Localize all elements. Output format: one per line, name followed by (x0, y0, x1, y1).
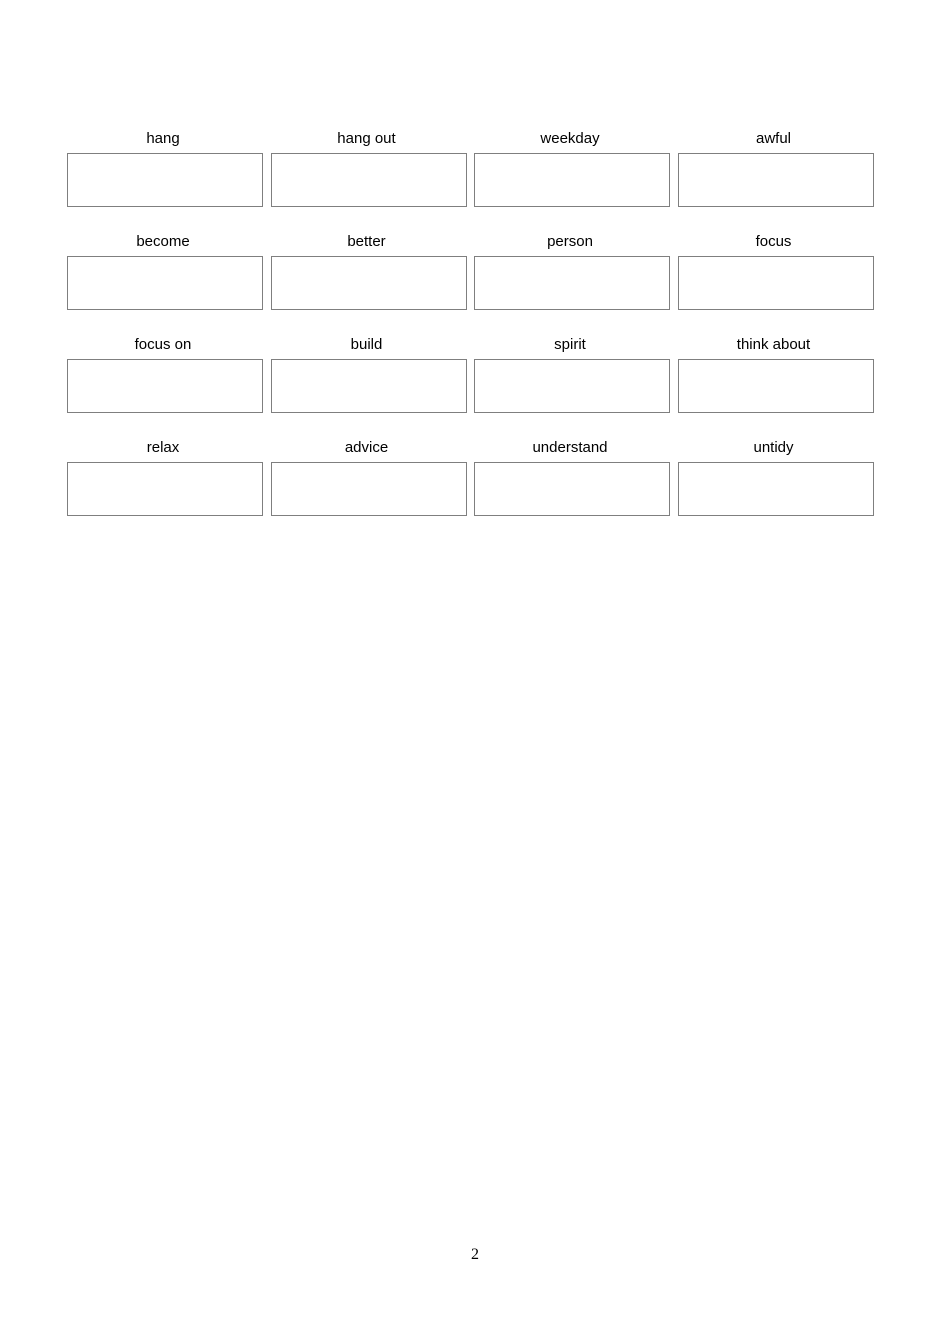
vocab-cell (474, 232, 670, 310)
vocab-cell (271, 335, 467, 413)
answer-box[interactable] (474, 462, 670, 516)
vocab-cell (678, 129, 874, 207)
vocab-word: focus on (134, 336, 192, 353)
vocab-word: weekday (540, 130, 600, 147)
vocab-word: build (350, 336, 383, 353)
vocab-word: awful (755, 130, 792, 147)
vocab-word: hang (146, 130, 180, 147)
vocab-cell (271, 129, 467, 207)
answer-box[interactable] (67, 359, 263, 413)
answer-box[interactable] (67, 153, 263, 207)
vocab-cell (678, 335, 874, 413)
vocab-word: understand (532, 439, 608, 456)
vocab-cell (271, 438, 467, 516)
page-number: 2 (471, 1246, 479, 1263)
answer-box[interactable] (678, 153, 874, 207)
answer-box[interactable] (474, 256, 670, 310)
answer-box[interactable] (67, 462, 263, 516)
vocab-cell (67, 232, 263, 310)
vocab-cell (474, 438, 670, 516)
answer-box[interactable] (67, 256, 263, 310)
vocab-word: relax (146, 439, 180, 456)
vocab-cell (271, 232, 467, 310)
vocab-word: person (547, 233, 593, 250)
vocab-word: think about (736, 336, 811, 353)
vocab-word: better (347, 233, 386, 250)
answer-box[interactable] (474, 153, 670, 207)
vocab-cell (67, 129, 263, 207)
vocab-word: focus (755, 233, 792, 250)
vocab-cell (678, 232, 874, 310)
vocab-cell (474, 335, 670, 413)
vocab-cell (67, 335, 263, 413)
vocabulary-grid (67, 129, 875, 516)
answer-box[interactable] (474, 359, 670, 413)
answer-box[interactable] (678, 256, 874, 310)
vocab-word: hang out (337, 130, 396, 147)
vocab-cell (67, 438, 263, 516)
answer-box[interactable] (678, 462, 874, 516)
vocab-word: advice (344, 439, 389, 456)
vocab-word: become (136, 233, 190, 250)
vocab-word: untidy (753, 439, 794, 456)
vocab-word: spirit (554, 336, 586, 353)
answer-box[interactable] (271, 256, 467, 310)
answer-box[interactable] (678, 359, 874, 413)
answer-box[interactable] (271, 462, 467, 516)
answer-box[interactable] (271, 359, 467, 413)
vocab-cell (678, 438, 874, 516)
answer-box[interactable] (271, 153, 467, 207)
vocab-cell (474, 129, 670, 207)
